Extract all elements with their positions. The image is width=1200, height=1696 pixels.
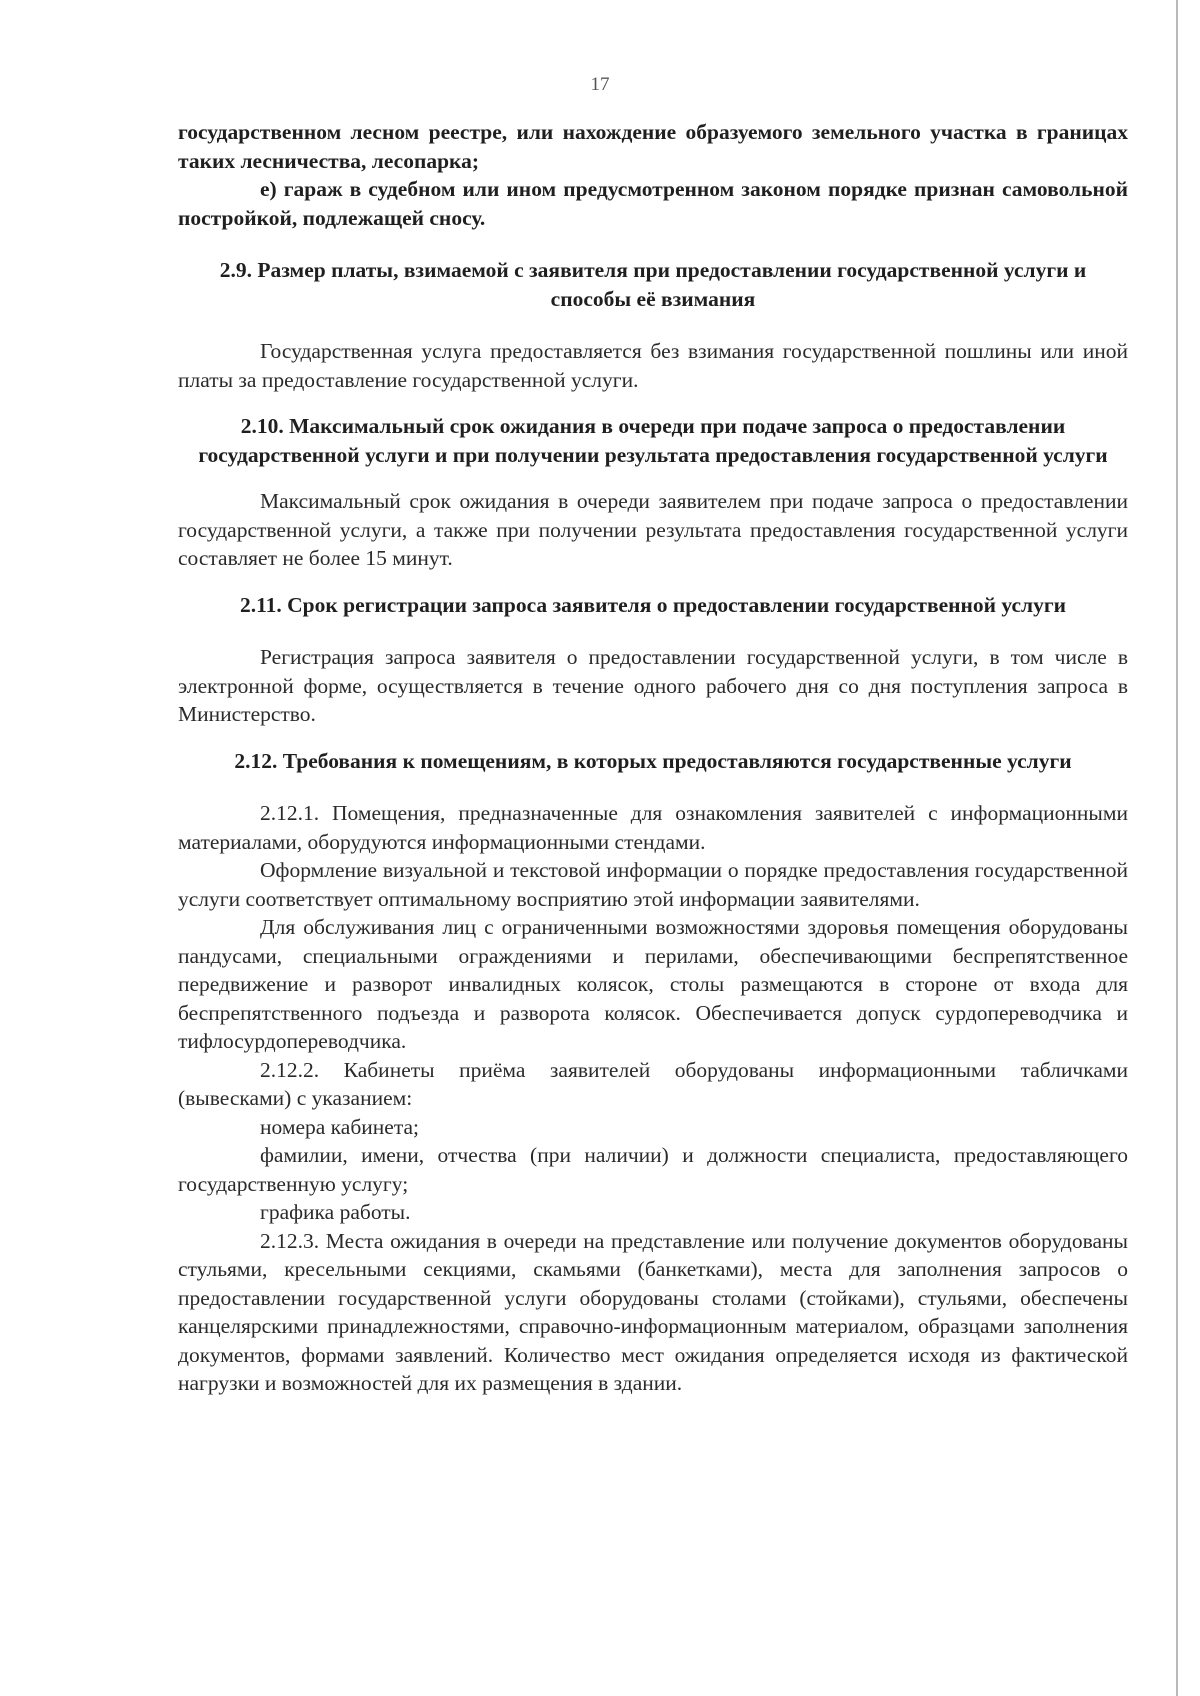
intro-item-e: е) гараж в судебном или ином предусмотренном законом порядке признан самовольной постройкой, подлежащей сносу. (178, 177, 1128, 230)
section-2-12-accessibility-text: Для обслуживания лиц с ограниченными возможностями здоровья помещения оборудованы пандусами, специальными ограждениями и перилами, обеспечивающими беспрепятственное передвижение и разворот инвалидных колясок, столы размещаются в стороне от входа для беспрепятственного подъезда и разворота колясок. Обеспечивается допуск сурдопереводчика и тифлосурдопереводчика. (178, 915, 1128, 1053)
section-2-12-2-text: 2.12.2. Кабинеты приёма заявителей оборудованы информационными табличками (вывесками) с указанием: (178, 1057, 1128, 1110)
section-2-12-visual-info-text: Оформление визуальной и текстовой информации о порядке предоставления государственной услуги соответствует оптимальному восприятию этой информации заявителями. (178, 858, 1128, 911)
section-2-12-heading: 2.12. Требования к помещениям, в которых предоставляются государственные услуги (234, 748, 1072, 773)
section-2-10-text: Максимальный срок ожидания в очереди заявителем при подаче запроса о предоставлении государственной услуги, а также при получении результата предоставления государственной услуги составляет не более 15 минут. (178, 489, 1128, 570)
section-2-11-heading: 2.11. Срок регистрации запроса заявителя о предоставлении государственной услуги (239, 592, 1067, 617)
section-2-12-1-text: 2.12.1. Помещения, предназначенные для ознакомления заявителей с информационными материалами, оборудуются информационными стендами. (178, 801, 1128, 854)
page-number: 17 (590, 74, 610, 95)
section-2-9-text: Государственная услуга предоставляется без взимания государственной пошлины или иной платы за предоставление государственной услуги. (178, 339, 1128, 392)
document-body (178, 118, 1128, 1398)
section-2-10-heading: 2.10. Максимальный срок ожидания в очереди при подаче запроса о предоставлении государственной услуги и при получении результата предоставления государственной услуги (198, 414, 1108, 467)
page-edge-line (1176, 0, 1178, 1696)
list-item-schedule: графика работы. (260, 1200, 411, 1224)
list-item-room-number: номера кабинета; (260, 1114, 419, 1139)
section-2-9-heading: 2.9. Размер платы, взимаемой с заявителя при предоставлении государственной услуги и способы её взимания (219, 258, 1087, 311)
section-2-12-3-text: 2.12.3. Места ожидания в очереди на представление или получение документов оборудованы стульями, кресельными секциями, скамьями (банкетками), места для заполнения запросов о предоставлении государственной услуги оборудованы столами (стойками), стульями, обеспечены канцелярскими принадлежностями, справочно-информационным материалом, образцами заполнения документов, формами заявлений. Количество мест ожидания определяется исходя из фактической нагрузки и возможностей для их размещения в здании. (178, 1228, 1128, 1395)
list-item-specialist-name: фамилии, имени, отчества (при наличии) и должности специалиста, предоставляющего государственную услугу; (178, 1143, 1128, 1196)
intro-paragraph: государственном лесном реестре, или нахождение образуемого земельного участка в границах таких лесничества, лесопарка; (178, 120, 1128, 173)
section-2-11-text: Регистрация запроса заявителя о предоставлении государственной услуги, в том числе в электронной форме, осуществляется в течение одного рабочего дня со дня поступления запроса в Министерство. (178, 645, 1128, 726)
